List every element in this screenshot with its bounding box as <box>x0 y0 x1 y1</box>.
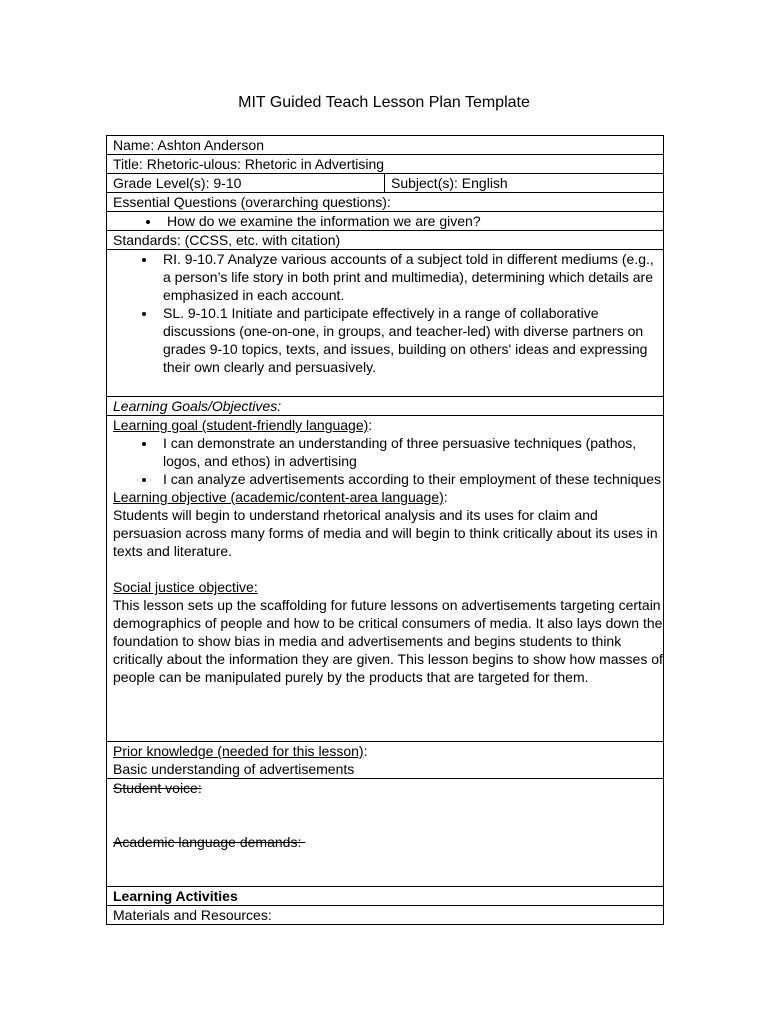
essential-questions-label: Essential Questions (overarching questions): <box>113 194 391 210</box>
learning-goals-row <box>107 416 663 742</box>
grade-subject-row <box>107 174 663 193</box>
learning-goals-list <box>113 434 663 488</box>
name-text: Name: Ashton Anderson <box>113 137 264 153</box>
learning-goals-header-row <box>107 397 663 416</box>
materials-row <box>107 906 663 925</box>
standards-label-row <box>107 231 663 250</box>
standards-label: Standards: (CCSS, etc. with citation) <box>113 232 341 248</box>
lesson-plan-table <box>106 135 664 925</box>
prior-knowledge-row <box>107 742 663 779</box>
standards-row <box>107 250 663 397</box>
materials-label: Materials and Resources: <box>113 907 272 923</box>
academic-language-label: Academic language demands: <box>113 834 306 850</box>
learning-objective-label: Learning objective (academic/content-area language) <box>113 489 444 505</box>
learning-objective-text: Students will begin to understand rhetorical analysis and its uses for claim and persuasion across many forms of media and will begin to think critically about its uses in texts and literature. <box>113 507 658 559</box>
list-item: • I can demonstrate an understanding of three persuasive techniques (pathos, logos, and ethos) in advertising <box>157 434 663 470</box>
list-item: • I can analyze advertisements according to their employment of these techniques <box>157 470 663 488</box>
grade-level-cell: Grade Level(s): 9-10 <box>107 174 385 192</box>
student-voice-label: Student voice: <box>113 780 202 796</box>
learning-goals-header: Learning Goals/Objectives: <box>113 398 282 414</box>
social-justice-label: Social justice objective: <box>113 579 258 595</box>
name-row <box>107 136 663 155</box>
prior-knowledge-heading: Prior knowledge (needed for this lesson): <box>113 743 368 759</box>
subject-cell: Subject(s): English <box>391 175 508 191</box>
list-item: • RI. 9-10.7 Analyze various accounts of a subject told in different mediums (e.g., a person’s life story in both print and multimedia), determining which details are emphasized in each account. <box>157 250 663 304</box>
essential-questions-label-row <box>107 193 663 212</box>
list-item: • How do we examine the information we are given? <box>161 212 663 230</box>
learning-objective-heading: Learning objective (academic/content-area language): <box>113 489 448 505</box>
learning-goal-heading: Learning goal (student-friendly language): <box>113 417 373 433</box>
lesson-title-text: Title: Rhetoric-ulous: Rhetoric in Advertising <box>113 156 385 172</box>
learning-activities-label: Learning Activities <box>113 888 238 904</box>
title-row <box>107 155 663 174</box>
student-voice-row <box>107 779 663 887</box>
essential-questions-list <box>113 212 663 230</box>
learning-goal-label: Learning goal (student-friendly language) <box>113 417 369 433</box>
standards-list <box>113 250 663 376</box>
page-title: MIT Guided Teach Lesson Plan Template <box>238 94 530 111</box>
social-justice-text: This lesson sets up the scaffolding for future lessons on advertisements targeting certain demographics of people and how to be critical consumers of media. It also lays down the foundation to show bias in media and advertisements and begins students to think critically about the information they are given. This lesson begins to show how masses of people can be manipulated purely by the products that are targeted for them. <box>113 597 663 685</box>
essential-questions-row <box>107 212 663 231</box>
list-item: • SL. 9-10.1 Initiate and participate effectively in a range of collaborative discussions (one-on-one, in groups, and teacher-led) with diverse partners on grades 9-10 topics, texts, and issues, building on others' ideas and expressing their own clearly and persuasively. <box>157 304 663 376</box>
prior-knowledge-text: Basic understanding of advertisements <box>113 761 355 777</box>
learning-activities-row <box>107 887 663 906</box>
prior-knowledge-label: Prior knowledge (needed for this lesson) <box>113 743 364 759</box>
